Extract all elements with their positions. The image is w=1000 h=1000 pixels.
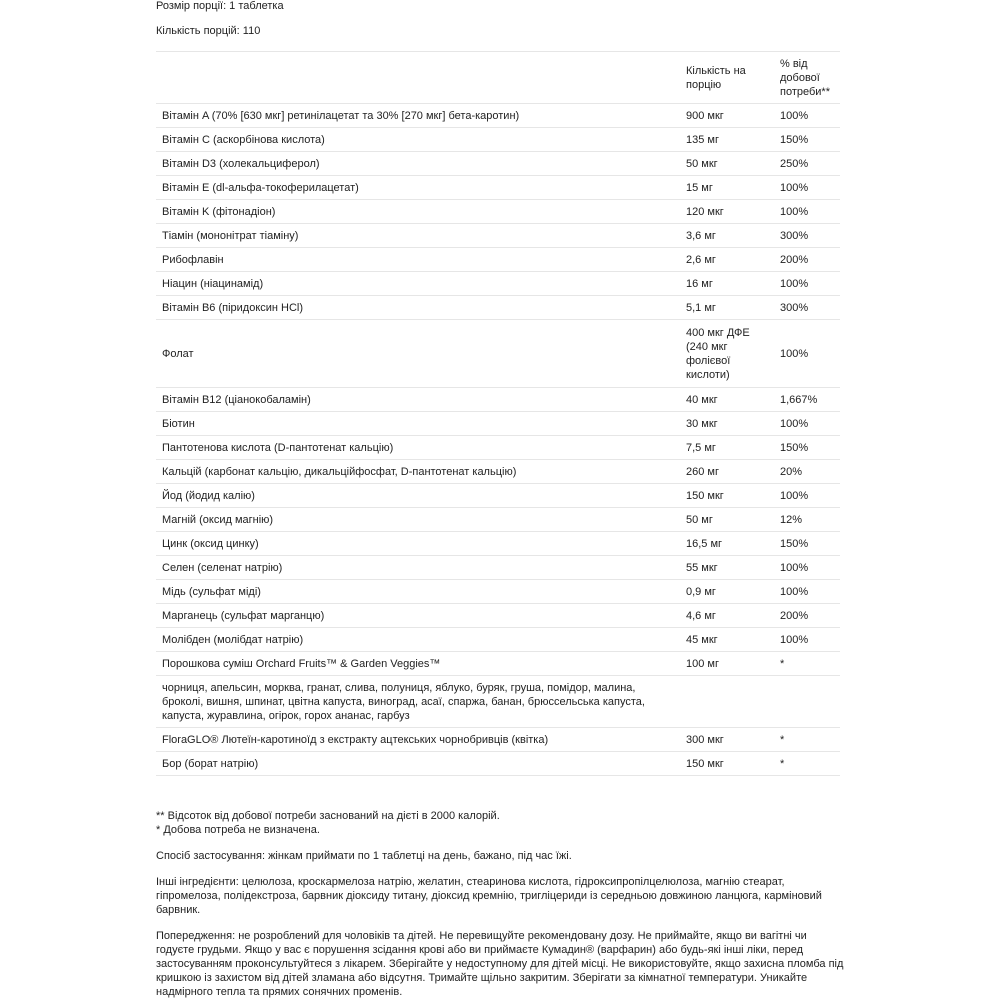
- nutrient-daily-value: 20%: [774, 460, 840, 484]
- table-row: [156, 556, 840, 580]
- nutrient-daily-value: 200%: [774, 604, 840, 628]
- nutrient-name: Рибофлавін: [156, 248, 680, 272]
- nutrient-amount: 40 мкг: [680, 388, 774, 412]
- table-row: [156, 436, 840, 460]
- table-row: [156, 388, 840, 412]
- nutrient-name: чорниця, апельсин, морква, гранат, слива, полуниця, яблуко, буряк, груша, помідор, малина, броколі, вишня, шпинат, цвітна капуста, виноград, асаї, спаржа, банан, брюссельська капуста, капуста, журавлина, огірок, горох ананас, гарбуз: [156, 676, 680, 728]
- nutrient-name: Вітамін B6 (піридоксин HCl): [156, 296, 680, 320]
- table-row: [156, 224, 840, 248]
- table-row: [156, 604, 840, 628]
- servings-count: Кількість порцій: 110: [156, 25, 261, 37]
- nutrient-amount: 45 мкг: [680, 628, 774, 652]
- nutrient-name: Йод (йодид калію): [156, 484, 680, 508]
- nutrient-amount: 400 мкг ДФЕ (240 мкг фолієвої кислоти): [680, 320, 774, 388]
- nutrient-daily-value: 250%: [774, 152, 840, 176]
- nutrient-name: Магній (оксид магнію): [156, 508, 680, 532]
- nutrient-name: Мідь (сульфат міді): [156, 580, 680, 604]
- nutrient-name: FloraGLO® Лютеїн-каротиноїд з екстракту ацтекських чорнобривців (квітка): [156, 728, 680, 752]
- nutrient-amount: 2,6 мг: [680, 248, 774, 272]
- nutrient-name: Молібден (молібдат натрію): [156, 628, 680, 652]
- table-row: [156, 320, 840, 388]
- nutrient-name: Вітамін E (dl-альфа-токоферилацетат): [156, 176, 680, 200]
- table-row: [156, 200, 840, 224]
- table-row: [156, 652, 840, 676]
- table-row: [156, 104, 840, 128]
- table-row: [156, 176, 840, 200]
- table-row: [156, 152, 840, 176]
- nutrient-daily-value: [774, 676, 840, 728]
- table-row: [156, 248, 840, 272]
- warning-text: Попередження: не розроблений для чоловіків та дітей. Не перевищуйте рекомендовану дозу. Не приймайте, якщо ви вагітні чи годуєте грудьми. Якщо у вас є порушення зсідання крові або ви приймаєте Кумадин® (варфарин) або будь-які інші ліки, перед застосуванням проконсультуйтеся з лікарем. Зберігайте у недоступному для дітей місці. Не використовуйте, якщо захисна пломба під кришкою із захистом від дітей зламана або відсутня. Тримайте щільно закритим. Зберігати за кімнатної температури. Уникайте надмірного тепла та прямих сонячних променів.: [156, 930, 844, 998]
- nutrient-amount: 0,9 мг: [680, 580, 774, 604]
- serving-size: Розмір порції: 1 таблетка: [156, 0, 284, 12]
- nutrient-daily-value: 100%: [774, 484, 840, 508]
- table-row: [156, 128, 840, 152]
- nutrient-amount: 135 мг: [680, 128, 774, 152]
- nutrient-daily-value: 100%: [774, 200, 840, 224]
- nutrient-amount: 7,5 мг: [680, 436, 774, 460]
- nutrient-amount: 150 мкг: [680, 484, 774, 508]
- nutrient-daily-value: 100%: [774, 272, 840, 296]
- nutrient-daily-value: 150%: [774, 436, 840, 460]
- daily-value-undefined-note: * Добова потреба не визначена.: [156, 824, 320, 836]
- nutrient-name: Тіамін (мононітрат тіаміну): [156, 224, 680, 248]
- nutrient-amount: 260 мг: [680, 460, 774, 484]
- nutrient-daily-value: 100%: [774, 412, 840, 436]
- table-row: [156, 412, 840, 436]
- nutrient-amount: 50 мкг: [680, 152, 774, 176]
- nutrient-daily-value: *: [774, 728, 840, 752]
- table-header-row: [156, 52, 840, 104]
- nutrient-daily-value: 150%: [774, 128, 840, 152]
- nutrient-daily-value: 150%: [774, 532, 840, 556]
- nutrient-daily-value: *: [774, 752, 840, 776]
- table-row: [156, 676, 840, 728]
- table-row: [156, 484, 840, 508]
- nutrient-name: Вітамін B12 (ціанокобаламін): [156, 388, 680, 412]
- nutrient-daily-value: 100%: [774, 320, 840, 388]
- nutrient-name: Кальцій (карбонат кальцію, дикальційфосфат, D-пантотенат кальцію): [156, 460, 680, 484]
- nutrient-amount: [680, 676, 774, 728]
- nutrient-daily-value: 100%: [774, 176, 840, 200]
- nutrient-name: Марганець (сульфат марганцю): [156, 604, 680, 628]
- other-ingredients: Інші інгредієнти: целюлоза, кроскармелоза натрію, желатин, стеаринова кислота, гідроксипропілцелюлоза, магнію стеарат, гіпромелоза, полідекстроза, барвник діоксиду титану, діоксид кремнію, тригліцериди із середньою довжиною ланцюга, кармінoвий барвник.: [156, 876, 822, 916]
- nutrient-amount: 300 мкг: [680, 728, 774, 752]
- nutrient-amount: 120 мкг: [680, 200, 774, 224]
- table-row: [156, 752, 840, 776]
- table-row: [156, 296, 840, 320]
- nutrient-daily-value: 300%: [774, 296, 840, 320]
- nutrient-name: Бор (борат натрію): [156, 752, 680, 776]
- daily-value-basis-note: ** Відсоток від добової потреби заснований на дієті в 2000 калорій.: [156, 810, 500, 822]
- usage-instructions: Спосіб застосування: жінкам приймати по 1 таблетці на день, бажано, під час їжі.: [156, 850, 572, 862]
- nutrient-name: Вітамін D3 (холекальциферол): [156, 152, 680, 176]
- nutrient-name: Порошкова суміш Orchard Fruits™ & Garden Veggies™: [156, 652, 680, 676]
- nutrient-name: Вітамін K (фітонадіон): [156, 200, 680, 224]
- nutrient-name: Біотин: [156, 412, 680, 436]
- nutrient-amount: 30 мкг: [680, 412, 774, 436]
- nutrient-daily-value: 12%: [774, 508, 840, 532]
- nutrient-amount: 150 мкг: [680, 752, 774, 776]
- nutrient-daily-value: 100%: [774, 580, 840, 604]
- nutrient-daily-value: 100%: [774, 628, 840, 652]
- nutrient-name: Селен (селенат натрію): [156, 556, 680, 580]
- nutrient-name: Ніацин (ніацинамід): [156, 272, 680, 296]
- nutrient-amount: 4,6 мг: [680, 604, 774, 628]
- nutrient-amount: 900 мкг: [680, 104, 774, 128]
- nutrient-name: Вітамін A (70% [630 мкг] ретинілацетат та 30% [270 мкг] бета-каротин): [156, 104, 680, 128]
- nutrient-amount: 55 мкг: [680, 556, 774, 580]
- nutrient-daily-value: 1,667%: [774, 388, 840, 412]
- nutrient-amount: 50 мг: [680, 508, 774, 532]
- header-amount: Кількість на порцію: [680, 52, 774, 104]
- header-daily-value: % від добової потреби**: [774, 52, 840, 104]
- nutrient-daily-value: 100%: [774, 104, 840, 128]
- table-row: [156, 272, 840, 296]
- table-row: [156, 508, 840, 532]
- table-row: [156, 532, 840, 556]
- table-row: [156, 580, 840, 604]
- nutrient-daily-value: 300%: [774, 224, 840, 248]
- nutrient-name: Фолат: [156, 320, 680, 388]
- table-row: [156, 460, 840, 484]
- nutrient-amount: 16 мг: [680, 272, 774, 296]
- nutrient-daily-value: 200%: [774, 248, 840, 272]
- nutrient-amount: 3,6 мг: [680, 224, 774, 248]
- nutrient-daily-value: *: [774, 652, 840, 676]
- header-name-cell: [156, 52, 680, 104]
- nutrient-amount: 100 мг: [680, 652, 774, 676]
- nutrient-amount: 16,5 мг: [680, 532, 774, 556]
- nutrient-name: Пантотенова кислота (D-пантотенат кальцію): [156, 436, 680, 460]
- nutrient-daily-value: 100%: [774, 556, 840, 580]
- nutrient-amount: 15 мг: [680, 176, 774, 200]
- nutrient-amount: 5,1 мг: [680, 296, 774, 320]
- nutrient-name: Вітамін C (аскорбінова кислота): [156, 128, 680, 152]
- notes-section: [156, 809, 846, 999]
- nutrient-name: Цинк (оксид цинку): [156, 532, 680, 556]
- table-row: [156, 728, 840, 752]
- nutrition-table: [156, 51, 840, 776]
- table-row: [156, 628, 840, 652]
